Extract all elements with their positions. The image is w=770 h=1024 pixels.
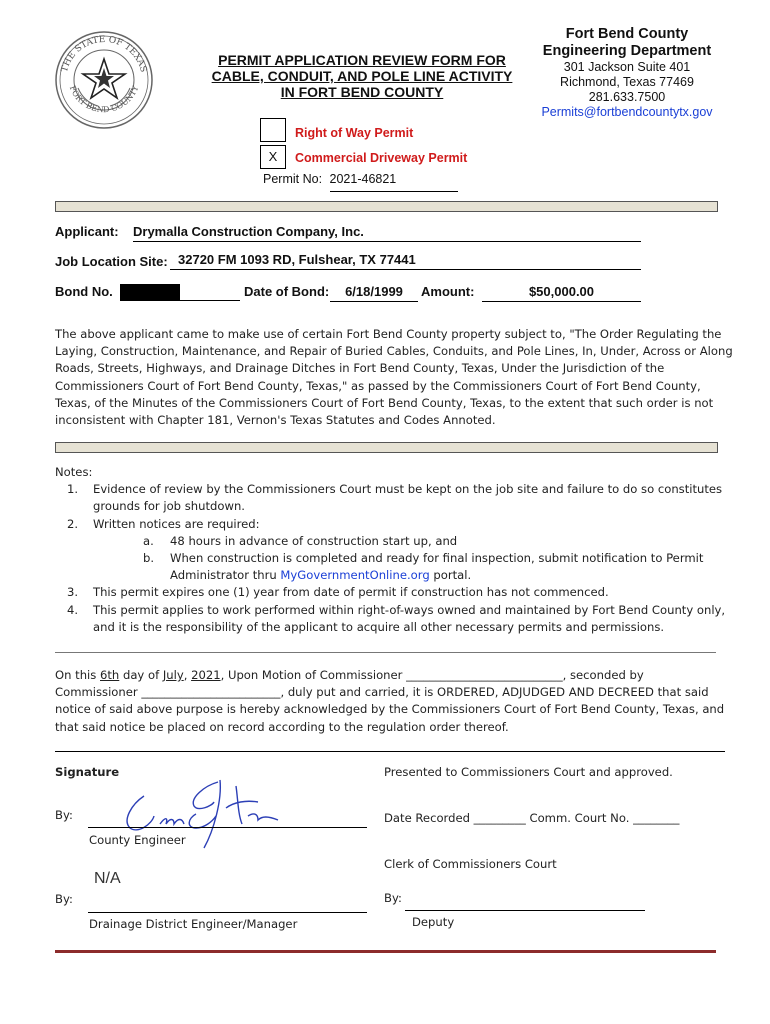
footer-band: [55, 950, 716, 953]
date-recorded-text: Date Recorded _________ Comm. Court No. ________: [384, 811, 680, 825]
amount-value[interactable]: $50,000.00: [482, 284, 641, 302]
signature-rule: [55, 751, 725, 752]
bond-number-field[interactable]: [120, 284, 240, 301]
job-location-label: Job Location Site:: [55, 254, 168, 269]
address-line-2: Richmond, Texas 77469: [560, 75, 694, 89]
bond-date-value[interactable]: 6/18/1999: [330, 284, 418, 302]
section-divider: [55, 201, 718, 212]
by-label-3: By:: [384, 891, 402, 905]
drainage-engineer-label: Drainage District Engineer/Manager: [89, 917, 298, 931]
mygovernmentonline-link[interactable]: MyGovernmentOnline.org: [280, 568, 430, 583]
regulation-paragraph: The above applicant came to make use of certain Fort Bend County property subject to, "The Order Regulating the Laying, Construction, Maintenance, and Repair of Buried Cables, Conduits, and Pole Lines, In, Under, Across or Along Roads, Streets, Highways, and Drainage Ditches in Fort Bend County, Texas, Under the Jurisdiction of the Commissioners Court of Fort Bend County, Texas," as passed by the Commissioners Court of Fort Bend County, Texas, of the Minutes of the Commissioners Court of Fort Bend County, Texas, to the extent that such order is not inconsistent with Chapter 181, Vernon's Texas Statutes and Codes Annoted.: [55, 327, 733, 428]
bond-date-label: Date of Bond:: [244, 284, 330, 299]
deputy-signature-line[interactable]: [405, 910, 645, 911]
org-name: Fort Bend County: [565, 26, 689, 42]
row-permit-label: Right of Way Permit: [295, 126, 414, 140]
redaction-bar: [120, 284, 180, 300]
amount-label: Amount:: [421, 284, 475, 299]
org-department: Engineering Department: [542, 43, 712, 59]
svg-text:THE STATE OF TEXAS: THE STATE OF TEXAS: [59, 34, 149, 74]
by-label-1: By:: [55, 808, 73, 822]
permit-number-underline: [330, 191, 458, 192]
permit-number: Permit No: 2021-46821: [263, 172, 397, 186]
order-paragraph: On this 6th day of July, 2021, Upon Motion of Commissioner ___________________________, seconded by Commissioner ________________________, duly put and carried, it is ORDERED, ADJUDGED AND DECREED that said notice of said above purpose is hereby acknowledged by the Commissioners Court of Fort Bend County, Texas, and that said notice be placed on record according to the regulation order thereof.: [55, 668, 725, 734]
section-rule: [55, 652, 716, 653]
form-title: PERMIT APPLICATION REVIEW FORM FOR CABLE, CONDUIT, AND POLE LINE ACTIVITY IN FORT BEND COUNTY: [211, 52, 513, 100]
na-text: N/A: [94, 870, 121, 887]
by-label-2: By:: [55, 892, 73, 906]
drainage-signature-line[interactable]: [88, 912, 367, 913]
driveway-permit-checkbox[interactable]: X: [260, 145, 286, 169]
notes-section: Notes: 1. Evidence of review by the Commissioners Court must be kept on the job site and failure to do so constitutes grounds for job shutdown. 2. Written notices are required: a. 48 hours in advance of construction start up, and b. When construction is completed and ready for final inspection, submit notification to Permit Administrator thru MyGovernmentOnline.org portal. 3. This permit expires one (1) year from date of permit if construction has not commenced. 4. This permit applies to work performed within right-of-ways owned and maintained by Fort Bend County only, and it is the responsibility of the applicant to acquire all other necessary permits and permissions.: [55, 464, 735, 636]
row-permit-checkbox[interactable]: [260, 118, 286, 142]
bond-label: Bond No.: [55, 284, 113, 299]
applicant-value[interactable]: Drymalla Construction Company, Inc.: [133, 224, 641, 242]
engineer-signature-line[interactable]: [88, 827, 367, 828]
section-divider: [55, 442, 718, 453]
email-link[interactable]: Permits@fortbendcountytx.gov: [541, 105, 713, 119]
org-block: [532, 26, 722, 120]
address-line-1: 301 Jackson Suite 401: [563, 60, 691, 74]
county-engineer-label: County Engineer: [89, 833, 186, 847]
job-location-value[interactable]: 32720 FM 1093 RD, Fulshear, TX 77441: [170, 252, 641, 270]
signature-heading: Signature: [55, 765, 120, 779]
presented-text: Presented to Commissioners Court and approved.: [384, 765, 673, 779]
driveway-permit-label: Commercial Driveway Permit: [295, 151, 468, 165]
deputy-label: Deputy: [412, 915, 455, 929]
phone: 281.633.7500: [588, 90, 666, 104]
county-seal: [54, 30, 154, 130]
notes-heading: Notes:: [55, 465, 93, 479]
svg-text:FORT BEND COUNTY: FORT BEND COUNTY: [67, 84, 141, 115]
applicant-label: Applicant:: [55, 224, 119, 239]
clerk-label: Clerk of Commissioners Court: [384, 857, 557, 871]
